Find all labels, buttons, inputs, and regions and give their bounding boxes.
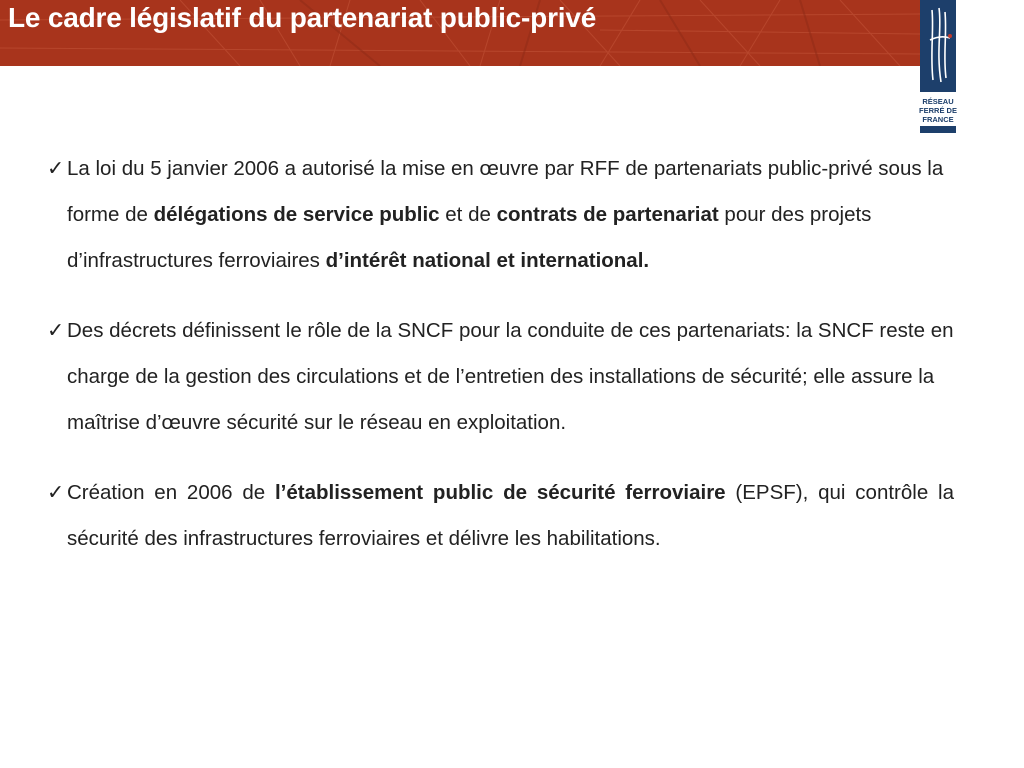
bullet-item bbox=[47, 470, 954, 562]
bullet-item bbox=[47, 308, 954, 446]
logo-line-1: RÉSEAU bbox=[922, 97, 954, 106]
bullet-list bbox=[47, 146, 954, 586]
checkmark-icon: ✓ bbox=[47, 481, 65, 504]
checkmark-icon: ✓ bbox=[47, 319, 65, 342]
bullet-text: (EPSF), qui contrôle la sécurité des infrastructures ferroviaires et délivre les habilitations. bbox=[67, 481, 954, 550]
title-banner bbox=[0, 0, 920, 66]
bullet-bold-text: d’intérêt national et international. bbox=[325, 249, 650, 272]
logo-bar bbox=[920, 0, 956, 92]
rff-logo bbox=[919, 0, 957, 133]
logo-line-3: FRANCE bbox=[922, 115, 954, 124]
bullet-text: Création en 2006 de bbox=[67, 481, 275, 504]
bullet-bold-text: délégations de service public bbox=[153, 203, 440, 226]
rff-emblem-icon bbox=[920, 0, 956, 92]
logo-text bbox=[919, 97, 957, 124]
bullet-bold-text: contrats de partenariat bbox=[496, 203, 719, 226]
bullet-text: La loi du 5 janvier 2006 a autorisé la mise en œuvre par RFF de partenariats public-privé sous la forme de bbox=[67, 157, 944, 226]
bullet-bold-text: l’établissement public de sécurité ferroviaire bbox=[274, 481, 726, 504]
logo-line-2: FERRÉ DE bbox=[919, 106, 957, 115]
bullet-text: et de bbox=[439, 203, 497, 226]
bullet-text: pour des projets d’infrastructures ferroviaires bbox=[67, 203, 872, 272]
logo-base bbox=[920, 126, 956, 133]
bullet-text: Des décrets définissent le rôle de la SNCF pour la conduite de ces partenariats: la SNCF reste en charge de la gestion des circulations et de l’entretien des installations de sécurité; elle assure la maîtrise d’œuvre sécurité sur le réseau en exploitation. bbox=[67, 319, 954, 434]
page-title: Le cadre législatif du partenariat public-privé bbox=[8, 2, 597, 33]
checkmark-icon: ✓ bbox=[47, 157, 65, 180]
bullet-item bbox=[47, 146, 954, 284]
